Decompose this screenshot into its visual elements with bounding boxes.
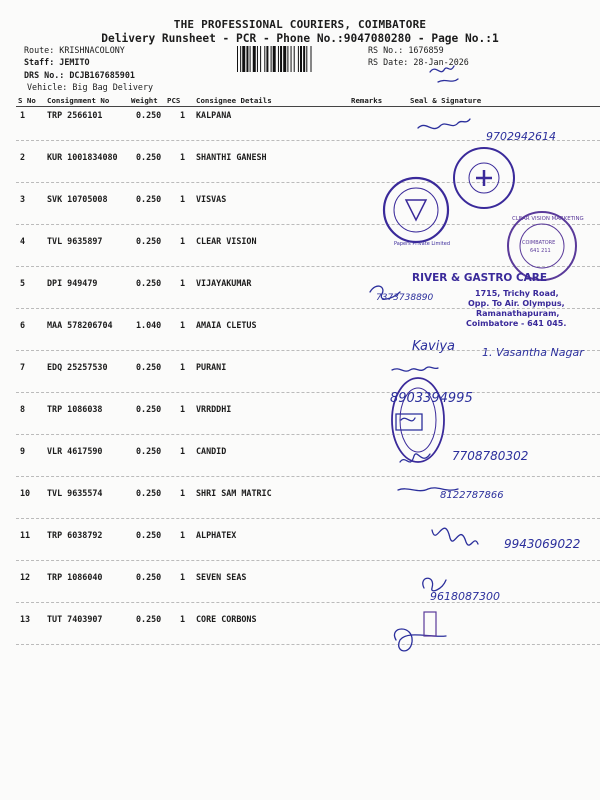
col-header-remarks: Remarks	[351, 96, 383, 105]
document-title: THE PROFESSIONAL COURIERS, COIMBATORE	[173, 18, 427, 31]
row-consignment-no: TRP 1086038	[47, 404, 103, 414]
row-consignee: CORE CORBONS	[196, 614, 257, 624]
row-consignee: PURANI	[196, 362, 227, 372]
gastro-stamp-line4: Ramanathapuram,	[476, 309, 560, 318]
barcode-bar	[264, 46, 265, 72]
hw-number-row5: 7373738890	[376, 293, 434, 303]
row-weight: 0.250	[136, 278, 162, 288]
clear-vision-stamp-pin: 641 211	[530, 248, 551, 254]
rs-number: RS No.: 1676859	[368, 45, 444, 55]
row-separator	[16, 434, 600, 435]
row-consignee: KALPANA	[196, 110, 232, 120]
row-sno: 11	[20, 530, 31, 540]
row-separator	[16, 182, 600, 183]
barcode-bar	[306, 46, 307, 72]
hw-number-row8: 8903394995	[390, 391, 473, 406]
gastro-care-stamp	[412, 272, 566, 328]
clear-vision-stamp	[508, 212, 584, 280]
row-consignment-no: VLR 4617590	[47, 446, 103, 456]
row-separator	[16, 140, 600, 141]
row-pcs: 1	[180, 530, 186, 540]
row8-oval-stamp	[392, 378, 444, 462]
visvas-stamp	[384, 178, 450, 247]
row-pcs: 1	[180, 572, 186, 582]
row-sno: 3	[20, 194, 26, 204]
row-weight: 0.250	[136, 152, 162, 162]
row-consignee: VRRDDHI	[196, 404, 232, 414]
drs-number: DRS No.: DCJB167685901	[24, 70, 135, 80]
row-weight: 0.250	[136, 446, 162, 456]
rs-initials	[430, 66, 458, 82]
row-weight: 0.250	[136, 488, 162, 498]
signature-12	[423, 578, 446, 591]
rs-date: RS Date: 28-Jan-2026	[368, 57, 469, 67]
vehicle-label: Vehicle: Big Bag Delivery	[27, 82, 154, 92]
row-consignee: SHRI SAM MATRIC	[196, 488, 272, 498]
signature-13	[394, 629, 446, 651]
row-sno: 6	[20, 320, 26, 330]
barcode-bar	[266, 46, 268, 72]
row-consignment-no: MAA 578206704	[47, 320, 113, 330]
barcode-bar	[237, 46, 238, 72]
barcode	[237, 46, 365, 72]
row-consignee: SEVEN SEAS	[196, 572, 247, 582]
row-consignment-no: TRP 2566101	[47, 110, 103, 120]
col-header-weight: Weight	[131, 96, 158, 105]
barcode-bar	[280, 46, 282, 72]
barcode-bar	[298, 46, 299, 72]
row-sno: 1	[20, 110, 26, 120]
row-pcs: 1	[180, 278, 186, 288]
row-consignment-no: TRP 1086040	[47, 572, 103, 582]
barcode-bar	[246, 46, 248, 72]
hw-number-row9: 7708780302	[452, 449, 529, 463]
staff-label: Staff: JEMITO	[24, 57, 90, 67]
row-weight: 0.250	[136, 614, 162, 624]
row-sno: 2	[20, 152, 26, 162]
row-consignment-no: TUT 7403907	[47, 614, 103, 624]
row-consignee: AMAIA CLETUS	[196, 320, 257, 330]
barcode-bar	[257, 46, 258, 72]
gastro-stamp-line1: RIVER & GASTRO CARE	[412, 272, 548, 284]
barcode-bar	[278, 46, 279, 72]
barcode-bar	[300, 46, 302, 72]
route-label: Route: KRISHNACOLONY	[24, 45, 125, 55]
row-pcs: 1	[180, 362, 186, 372]
hw-address-row6: 1. Vasantha Nagar	[482, 346, 584, 359]
signature-1	[418, 119, 470, 129]
row-separator	[16, 476, 600, 477]
row-consignee: VISVAS	[196, 194, 227, 204]
row-weight: 0.250	[136, 572, 162, 582]
row-separator	[16, 308, 600, 309]
row-consignee: CLEAR VISION	[196, 236, 257, 246]
row-weight: 0.250	[136, 362, 162, 372]
row-consignee: VIJAYAKUMAR	[196, 278, 252, 288]
row13-stamp-mark	[424, 612, 436, 636]
row-separator	[16, 602, 600, 603]
row-pcs: 1	[180, 614, 186, 624]
header-rule	[16, 106, 600, 107]
col-header-consignee: Consignee Details	[196, 96, 272, 105]
barcode-bar	[291, 46, 292, 72]
barcode-bar	[294, 46, 295, 72]
barcode-bar	[260, 46, 261, 72]
row-pcs: 1	[180, 236, 186, 246]
row-consignee: SHANTHI GANESH	[196, 152, 267, 162]
row-separator	[16, 350, 600, 351]
india-limited-stamp	[454, 148, 514, 208]
runsheet-subtitle: Delivery Runsheet - PCR - Phone No.:9047080280 - Page No.:1	[101, 32, 499, 45]
hw-number-row11: 9943069022	[504, 537, 581, 551]
signature-8	[396, 414, 422, 430]
clear-vision-stamp-text: CLEAR VISION MARKETING	[512, 216, 584, 222]
signature-7	[392, 367, 438, 371]
col-header-sno: S No	[18, 96, 36, 105]
row-pcs: 1	[180, 194, 186, 204]
row-consignment-no: KUR 1001834080	[47, 152, 118, 162]
row-consignment-no: TRP 6038792	[47, 530, 103, 540]
barcode-bar	[240, 46, 241, 72]
row-weight: 0.250	[136, 236, 162, 246]
row-sno: 5	[20, 278, 26, 288]
row-weight: 0.250	[136, 110, 162, 120]
row-weight: 0.250	[136, 530, 162, 540]
row-pcs: 1	[180, 152, 186, 162]
signature-10	[398, 488, 458, 491]
row-pcs: 1	[180, 320, 186, 330]
col-header-pcs: PCS	[167, 96, 181, 105]
hw-number-row10: 8122787866	[440, 490, 504, 501]
barcode-bar	[287, 46, 288, 72]
row-weight: 0.250	[136, 404, 162, 414]
row-separator	[16, 644, 600, 645]
barcode-bar	[271, 46, 272, 72]
row-sno: 7	[20, 362, 26, 372]
visvas-stamp-text: Papers Private Limited	[394, 241, 451, 247]
barcode-bar	[242, 46, 245, 72]
row-separator	[16, 392, 600, 393]
barcode-bar	[250, 46, 251, 72]
row-pcs: 1	[180, 404, 186, 414]
clear-vision-stamp-city: COIMBATORE	[522, 240, 556, 246]
gastro-stamp-line3: Opp. To Air. Olympus,	[468, 299, 565, 308]
row-sno: 12	[20, 572, 31, 582]
row-separator	[16, 518, 600, 519]
row-pcs: 1	[180, 488, 186, 498]
barcode-bar	[283, 46, 286, 72]
gastro-stamp-line5: Coimbatore - 641 045.	[466, 319, 567, 328]
signature-5	[370, 286, 400, 299]
hw-number-row12: 9618087300	[430, 590, 500, 603]
col-header-signature: Seal & Signature	[410, 96, 482, 105]
row-sno: 10	[20, 488, 31, 498]
signature-11	[432, 528, 478, 545]
row-sno: 4	[20, 236, 26, 246]
row-weight: 1.040	[136, 320, 162, 330]
barcode-bar	[253, 46, 256, 72]
row-sno: 9	[20, 446, 26, 456]
hw-name-row6: Kaviya	[412, 339, 455, 354]
row-pcs: 1	[180, 446, 186, 456]
hw-number-row1: 9702942614	[486, 130, 556, 143]
row-consignment-no: TVL 9635897	[47, 236, 103, 246]
signature-9	[400, 454, 430, 462]
row-sno: 13	[20, 614, 31, 624]
row-weight: 0.250	[136, 194, 162, 204]
row-consignment-no: DPI 949479	[47, 278, 98, 288]
gastro-stamp-line2: 1715, Trichy Road,	[475, 289, 559, 298]
row-consignment-no: SVK 10705008	[47, 194, 108, 204]
row-pcs: 1	[180, 110, 186, 120]
row-consignee: CANDID	[196, 446, 227, 456]
col-header-consignment: Consignment No	[47, 96, 110, 105]
row-separator	[16, 266, 600, 267]
row-separator	[16, 560, 600, 561]
row-separator	[16, 224, 600, 225]
row-consignment-no: EDQ 25257530	[47, 362, 108, 372]
barcode-bar	[311, 46, 312, 72]
barcode-bar	[273, 46, 276, 72]
row-consignment-no: TVL 9635574	[47, 488, 103, 498]
row-consignee: ALPHATEX	[196, 530, 237, 540]
row-sno: 8	[20, 404, 26, 414]
barcode-bar	[303, 46, 305, 72]
